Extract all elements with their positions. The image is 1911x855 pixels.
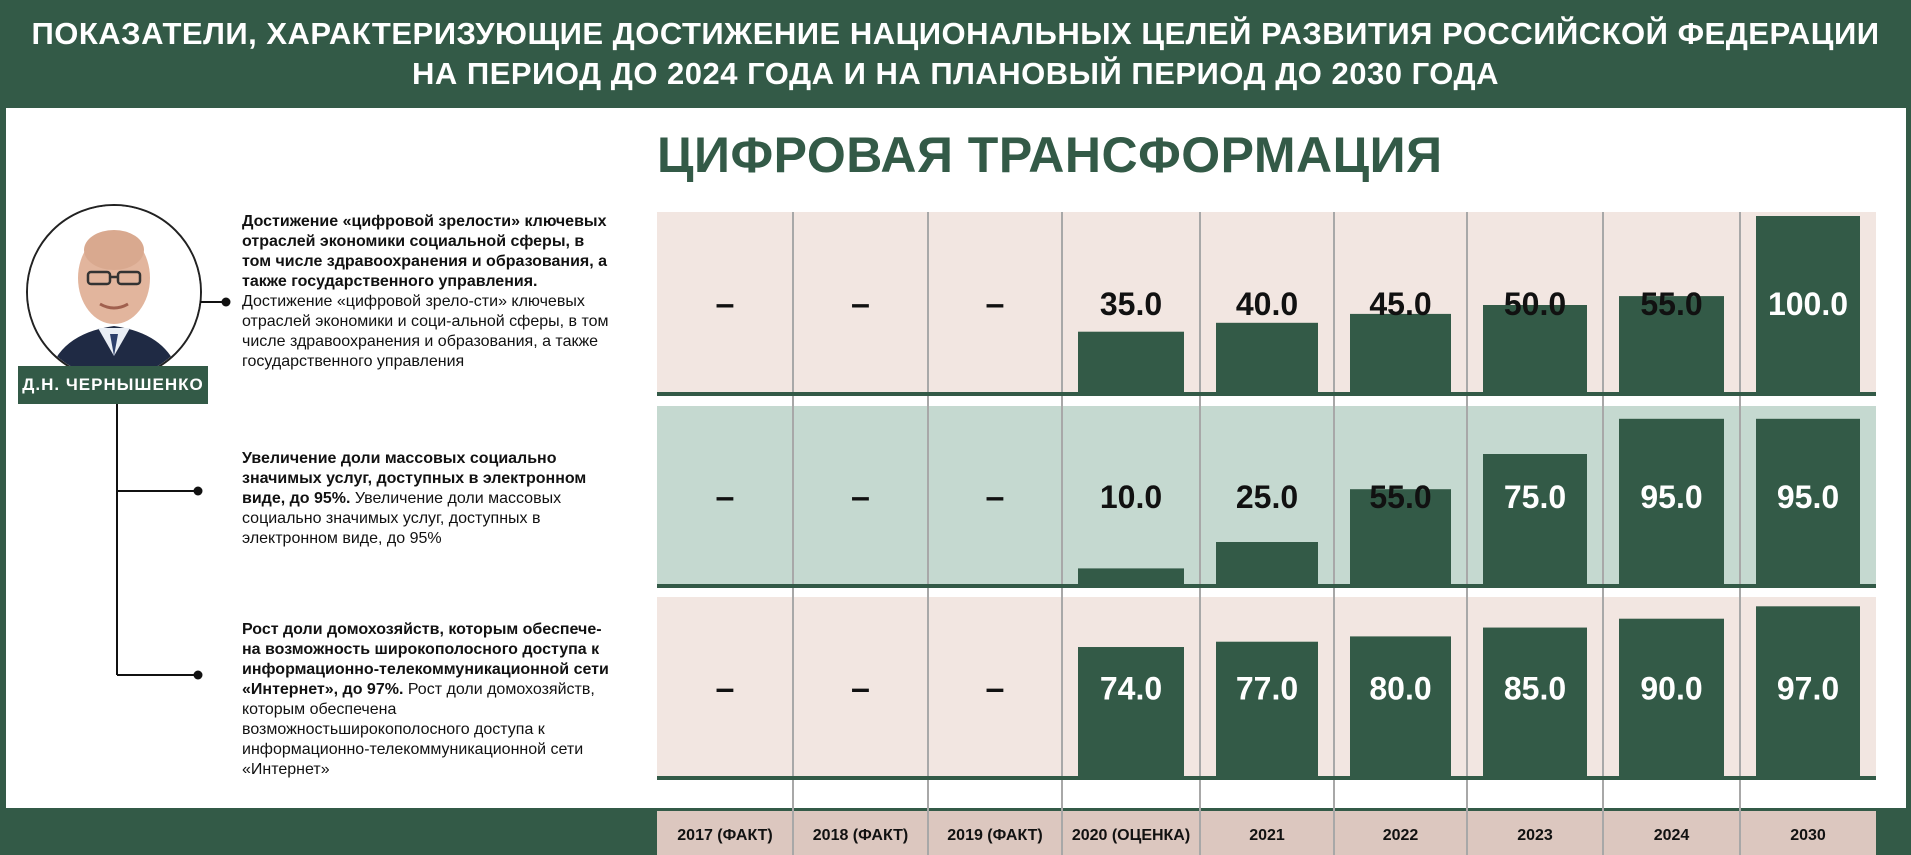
data-label-missing: – [715, 478, 735, 516]
data-label: 50.0 [1503, 286, 1567, 322]
data-label: 95.0 [1776, 479, 1840, 515]
bar [1078, 568, 1184, 586]
data-label-missing: – [851, 669, 870, 708]
bar [1078, 332, 1184, 394]
x-tick-label: 2024 [1653, 827, 1690, 844]
data-label-missing: – [851, 478, 870, 516]
bar [1078, 647, 1184, 778]
data-label-missing: – [851, 285, 870, 323]
data-label: 40.0 [1235, 286, 1299, 322]
data-label: 55.0 [1369, 479, 1432, 515]
data-label: 80.0 [1369, 670, 1432, 707]
x-tick-label: 2019 (ФАКТ) [947, 827, 1043, 844]
data-label-missing: – [985, 669, 1005, 708]
data-label: 35.0 [1099, 286, 1163, 322]
data-label: 90.0 [1640, 670, 1703, 707]
data-label-missing: – [715, 285, 735, 323]
header-title-line-2: НА ПЕРИОД ДО 2024 ГОДА И НА ПЛАНОВЫЙ ПЕРИОД ДО 2030 ГОДА [412, 56, 1499, 91]
indicator-1-text: Достижение «цифровой зрело-сти» ключевых отраслей экономики и соци-альной сферы, в том числе здравоохранения и образования, а также государственного управления [242, 293, 609, 370]
x-tick-label: 2017 (ФАКТ) [677, 827, 773, 844]
data-label: 85.0 [1503, 670, 1567, 707]
data-label: 97.0 [1776, 670, 1840, 707]
data-label: 25.0 [1235, 479, 1299, 515]
bar [1483, 454, 1587, 586]
section-title: ЦИФРОВАЯ ТРАНСФОРМАЦИЯ [657, 127, 1443, 183]
data-label: 75.0 [1503, 479, 1567, 515]
indicator-3-bold: Рост доли домохозяйств, которым обеспече-на возможность широкополосного доступа к информационно-телекоммуникационной сети «Интернет», до 97%. [242, 621, 609, 698]
indicator-2-text: Увеличение доли массовых социально значимых услуг, доступных в электронном виде, до 95% [242, 490, 562, 547]
indicator-1-bold: Достижение «цифровой зрелости» ключевых отраслей экономики социальной сферы, в том числе здравоохранения и образования, а также государственного управления. [242, 213, 608, 290]
x-tick-label: 2020 (ОЦЕНКА) [1071, 827, 1191, 844]
x-tick-label: 2023 [1517, 827, 1553, 844]
bar [1216, 642, 1318, 778]
data-label: 45.0 [1369, 286, 1432, 322]
data-label-missing: – [985, 478, 1005, 516]
data-label: 74.0 [1099, 670, 1163, 707]
x-tick-label: 2030 [1790, 827, 1826, 844]
bar [1216, 323, 1318, 394]
bar [1350, 636, 1451, 778]
x-tick-label: 2021 [1249, 827, 1285, 844]
person-name-badge: Д.Н. ЧЕРНЫШЕНКО [18, 366, 208, 404]
bar [1216, 542, 1318, 586]
data-label-missing: – [715, 669, 735, 708]
data-label: 100.0 [1767, 286, 1849, 322]
indicator-3-text: Рост доли домохозяйств, которым обеспечена возможностьширокополосного доступа к информационно-телекоммуникационной сети «Интернет» [242, 681, 595, 778]
indicator-2-bold: Увеличение доли массовых социально значимых услуг, доступных в электронном виде, до 95%. [242, 450, 587, 507]
x-tick-label: 2018 (ФАКТ) [812, 827, 909, 844]
data-label: 95.0 [1640, 479, 1703, 515]
data-label: 10.0 [1099, 479, 1163, 515]
data-label: 77.0 [1235, 670, 1299, 707]
header-title-line-1: ПОКАЗАТЕЛИ, ХАРАКТЕРИЗУЮЩИЕ ДОСТИЖЕНИЕ НАЦИОНАЛЬНЫХ ЦЕЛЕЙ РАЗВИТИЯ РОССИЙСКОЙ ФЕДЕРАЦИИ [31, 16, 1880, 51]
data-label: 55.0 [1640, 286, 1703, 322]
data-label-missing: – [985, 285, 1005, 323]
x-tick-label: 2022 [1382, 827, 1419, 844]
bar [1350, 314, 1451, 394]
